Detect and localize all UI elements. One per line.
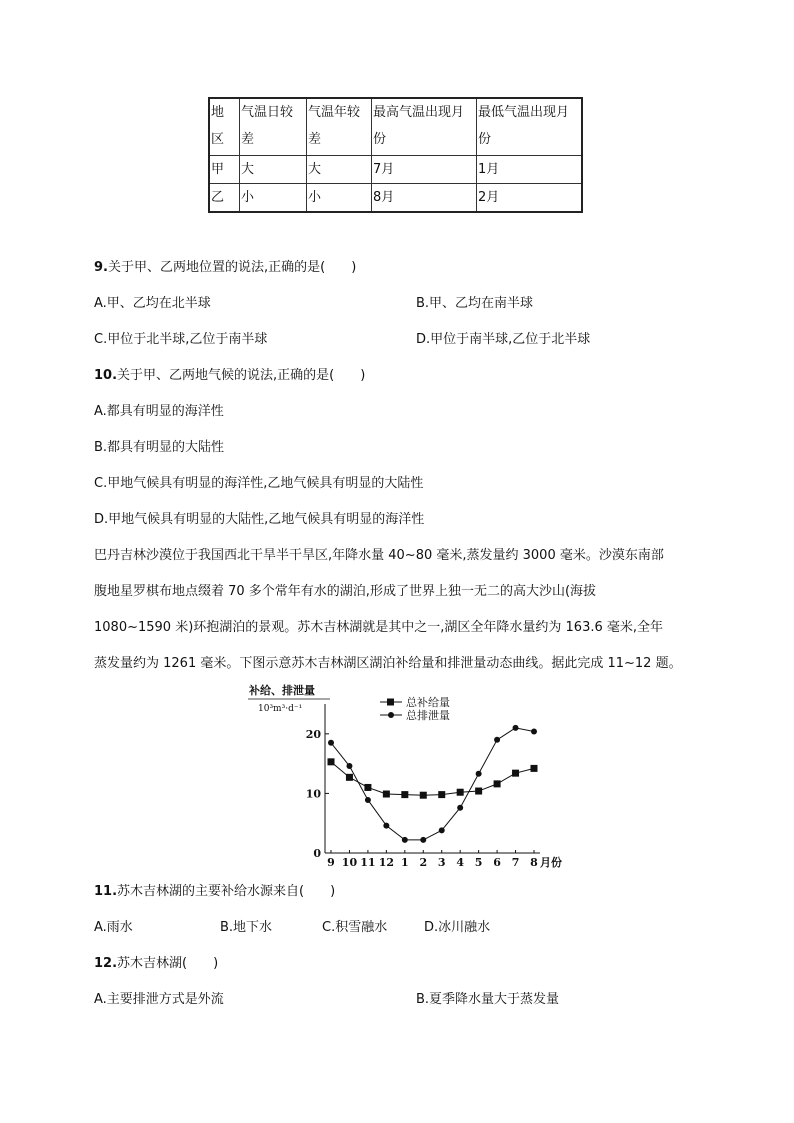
data-point-drain	[346, 763, 352, 769]
question-12-stem	[94, 954, 218, 974]
table-header-cell: 气温年较 差	[307, 98, 372, 156]
y-tick-label: 0	[313, 847, 321, 860]
question-9-stem	[94, 258, 356, 278]
question-number: 9.	[94, 260, 108, 275]
climate-table	[208, 97, 583, 213]
option-c: C.甲地气候具有明显的海洋性,乙地气候具有明显的大陆性	[94, 476, 424, 491]
passage-line: 蒸发量约为 1261 毫米。下图示意苏木吉林湖区湖泊补给量和排泄量动态曲线。据此完成 11~12 题。	[94, 656, 682, 671]
table-cell: 2月	[477, 184, 583, 213]
question-9-options-row1	[94, 294, 534, 314]
x-tick-label: 12	[378, 856, 395, 869]
data-point-drain	[513, 725, 519, 731]
data-point-drain	[476, 771, 482, 777]
option-a: A.雨水	[94, 920, 133, 935]
legend-label-supply: 总补给量	[406, 696, 450, 709]
x-tick-label: 8	[530, 856, 538, 869]
x-tick-label: 2	[419, 856, 428, 869]
data-point-supply	[494, 780, 501, 787]
table-cell: 大	[240, 156, 307, 184]
data-point-supply	[475, 788, 482, 795]
x-tick-label: 4	[456, 856, 465, 869]
lake-balance-chart	[246, 682, 566, 872]
legend-square-marker	[387, 699, 394, 706]
question-12-options	[94, 990, 560, 1010]
x-tick-label: 9	[327, 856, 335, 869]
data-point-drain	[383, 823, 389, 829]
table-cell: 小	[240, 184, 307, 213]
passage-line: 1080~1590 米)环抱湖泊的景观。苏木吉林湖就是其中之一,湖区全年降水量约为 163.6 毫米,全年	[94, 620, 664, 635]
y-tick-label: 20	[305, 727, 321, 741]
chart-axes	[306, 704, 562, 869]
question-text: 关于甲、乙两地位置的说法,正确的是( )	[107, 260, 357, 275]
chart-series	[328, 725, 538, 843]
passage-line: 巴丹吉林沙漠位于我国西北干旱半干旱区,年降水量 40~80 毫米,蒸发量约 3000 毫米。沙漠东南部	[94, 548, 664, 563]
data-point-drain	[439, 827, 445, 833]
option-b: B.都具有明显的大陆性	[94, 440, 225, 455]
x-tick-label: 3	[437, 856, 446, 869]
legend-label-drain: 总排泄量	[406, 709, 450, 722]
table-cell: 甲	[209, 156, 240, 184]
table-header-cell: 地 区	[209, 98, 240, 156]
option-b: B.甲、乙均在南半球	[416, 296, 534, 311]
x-tick-label: 11	[360, 856, 376, 869]
data-point-drain	[457, 805, 463, 811]
option-d: D.甲位于南半球,乙位于北半球	[416, 332, 591, 347]
data-point-supply	[438, 791, 445, 798]
table-header-cell: 气温日较 差	[240, 98, 307, 156]
x-tick-label: 1	[400, 856, 409, 869]
table-cell: 7月	[372, 156, 477, 184]
x-axis-label: 月份	[540, 856, 562, 869]
y-axis-label: 补给、排泄量	[249, 684, 315, 697]
data-point-drain	[328, 740, 334, 746]
x-tick-label: 7	[511, 856, 520, 869]
table-row	[209, 184, 582, 213]
data-point-drain	[402, 837, 408, 843]
option-d: D.甲地气候具有明显的大陆性,乙地气候具有明显的海洋性	[94, 512, 425, 527]
y-tick-label: 10	[305, 787, 321, 801]
option-c: C.积雪融水	[322, 920, 388, 935]
data-point-supply	[531, 765, 538, 772]
table-cell: 大	[307, 156, 372, 184]
question-text: 苏木吉林湖的主要补给水源来自( )	[117, 884, 336, 899]
data-point-supply	[420, 792, 427, 799]
question-number: 12.	[94, 956, 118, 971]
data-point-supply	[383, 791, 390, 798]
chart-legend	[380, 695, 450, 722]
data-point-supply	[346, 774, 353, 781]
data-point-supply	[457, 789, 464, 796]
table-header-cell: 最高气温出现月 份	[372, 98, 477, 156]
table-header-cell: 最低气温出现月 份	[477, 98, 583, 156]
data-point-supply	[512, 770, 519, 777]
question-number: 10.	[94, 368, 118, 383]
legend-circle-marker	[388, 712, 394, 718]
data-point-supply	[364, 784, 371, 791]
table-row	[209, 156, 582, 184]
option-a: A.甲、乙均在北半球	[94, 296, 211, 311]
option-b: B.夏季降水量大于蒸发量	[416, 992, 560, 1007]
passage-line: 腹地星罗棋布地点缀着 70 多个常年有水的湖泊,形成了世界上独一无二的高大沙山(海拔	[94, 584, 597, 599]
table-cell: 8月	[372, 184, 477, 213]
x-tick-label: 6	[493, 856, 501, 869]
data-point-supply	[401, 791, 408, 798]
table-header-row	[209, 98, 582, 156]
question-9-options-row2	[94, 330, 591, 350]
y-axis-unit: 10³m³·d⁻¹	[258, 704, 303, 714]
question-11-stem	[94, 882, 335, 902]
option-c: C.甲位于北半球,乙位于南半球	[94, 332, 268, 347]
option-d: D.冰川融水	[424, 920, 491, 935]
option-a: A.主要排泄方式是外流	[94, 992, 224, 1007]
x-tick-label: 10	[341, 856, 358, 869]
option-b: B.地下水	[220, 920, 273, 935]
question-text: 苏木吉林湖( )	[117, 956, 219, 971]
data-point-drain	[365, 797, 371, 803]
option-a: A.都具有明显的海洋性	[94, 404, 224, 419]
data-point-drain	[420, 837, 426, 843]
table-cell: 乙	[209, 184, 240, 213]
question-text: 关于甲、乙两地气候的说法,正确的是( )	[117, 368, 366, 383]
table-cell: 1月	[477, 156, 583, 184]
question-number: 11.	[94, 884, 118, 899]
table-cell: 小	[307, 184, 372, 213]
data-point-supply	[328, 758, 335, 765]
question-10-stem	[94, 366, 365, 386]
series-line-supply	[331, 762, 534, 795]
data-point-drain	[531, 728, 537, 734]
data-point-drain	[494, 737, 500, 743]
x-tick-label: 5	[474, 856, 483, 869]
